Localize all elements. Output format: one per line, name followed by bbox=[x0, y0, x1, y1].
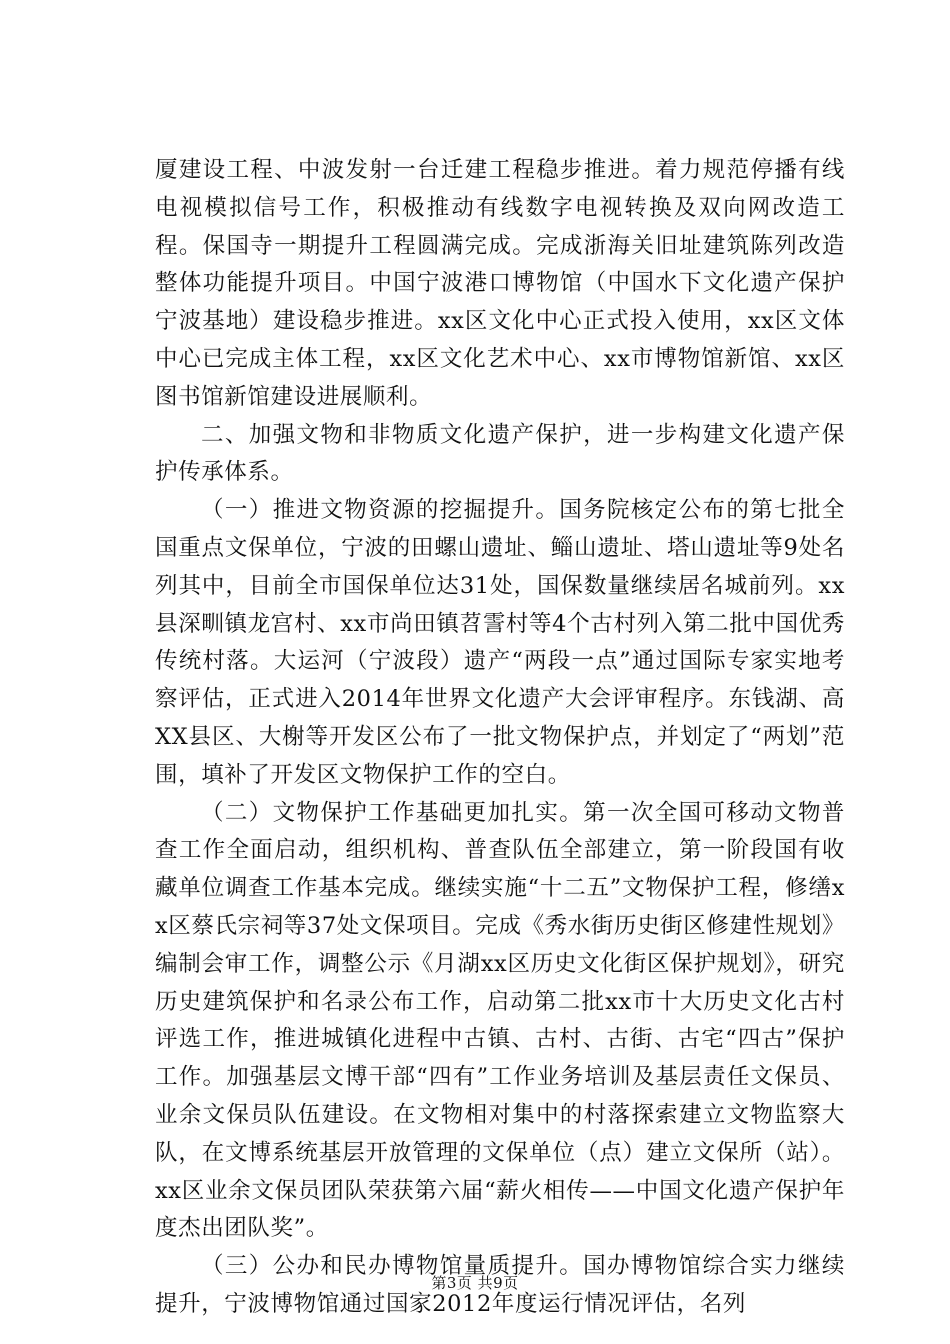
paragraph-protection-foundation: （二）文物保护工作基础更加扎实。第一次全国可移动文物普查工作全面启动，组织机构、普查队伍全部建立，第一阶段国有收藏单位调查工作基本完成。继续实施“十二五”文物保护工程，修缮xx区蔡氏宗祠等37处文保项目。完成《秀水街历史街区修建性规划》编制会审工作，调整公示《月湖xx区历史文化街区保护规划》，研究历史建筑保护和名录公布工作，启动第二批xx市十大历史文化古村评选工作，推进城镇化进程中古镇、古村、古街、古宅“四古”保护工作。加强基层文博干部“四有”工作业务培训及基层责任文保员、业余文保员队伍建设。在文物相对集中的村落探索建立文物监察大队，在文博系统基层开放管理的文保单位（点）建立文保所（站）。xx区业余文保员团队荣获第六届“薪火相传——中国文化遗产保护年度杰出团队奖”。 bbox=[155, 799, 845, 1242]
page-number-footer: 第3页 共9页 bbox=[431, 1274, 519, 1292]
paragraph-construction-progress: 厦建设工程、中波发射一台迁建工程稳步推进。着力规范停播有线电视模拟信号工作，积极推动有线数字电视转换及双向网改造工程。保国寺一期提升工程圆满完成。完成浙海关旧址建筑陈列改造整体功能提升项目。中国宁波港口博物馆（中国水下文化遗产保护宁波基地）建设稳步推进。xx区文化中心正式投入使用，xx区文体中心已完成主体工程，xx区文化艺术中心、xx市博物馆新馆、xx区图书馆新馆建设进展顺利。 bbox=[155, 157, 845, 410]
section-heading-heritage-protection: 二、加强文物和非物质文化遗产保护，进一步构建文化遗产保护传承体系。 bbox=[155, 421, 845, 486]
paragraph-relic-resources: （一）推进文物资源的挖掘提升。国务院核定公布的第七批全国重点文保单位，宁波的田螺山遗址、鲻山遗址、塔山遗址等9处名列其中，目前全市国保单位达31处，国保数量继续居名城前列。xx县深甽镇龙宫村、xx市尚田镇苕霅村等4个古村列入第二批中国优秀传统村落。大运河（宁波段）遗产“两段一点”通过国际专家实地考察评估，正式进入2014年世界文化遗产大会评审程序。东钱湖、高XX县区、大榭等开发区公布了一批文物保护点，并划定了“两划”范围，填补了开发区文物保护工作的空白。 bbox=[155, 497, 845, 788]
document-body bbox=[155, 152, 845, 1324]
paragraph-museums: （三）公办和民办博物馆量质提升。国办博物馆综合实力继续提升，宁波博物馆通过国家2012年度运行情况评估，名列 bbox=[155, 1253, 845, 1317]
